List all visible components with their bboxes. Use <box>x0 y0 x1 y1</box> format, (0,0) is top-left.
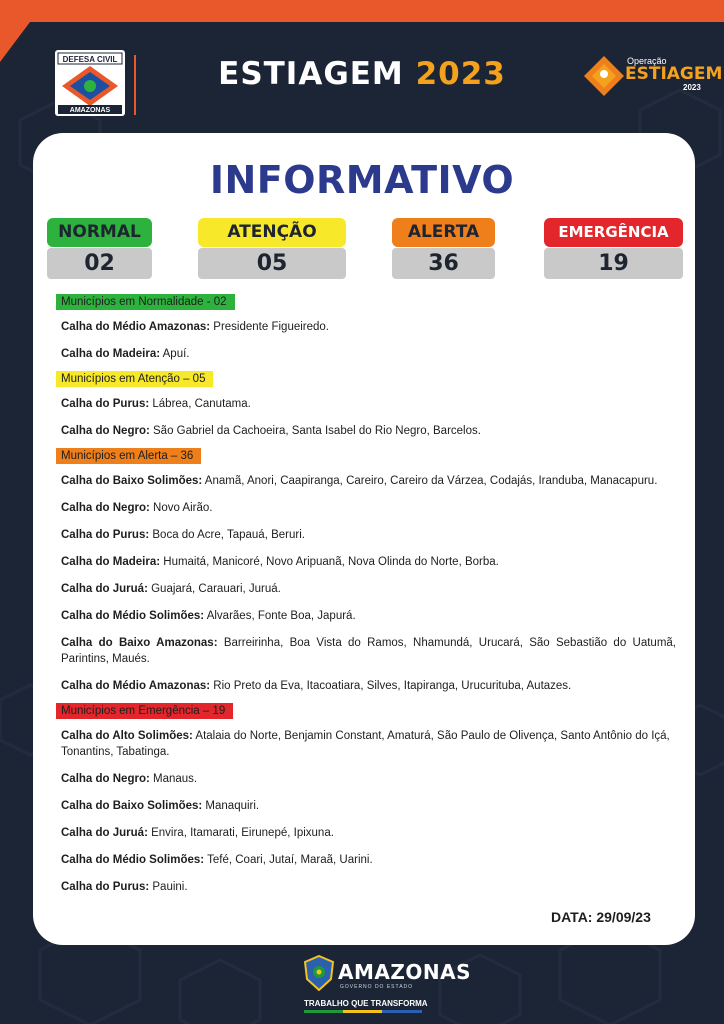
title-year: 2023 <box>415 56 506 92</box>
section-atencao <box>56 371 676 439</box>
stat-normal-value: 02 <box>47 248 152 279</box>
stat-alerta-label: ALERTA <box>392 218 495 247</box>
list-item: Calha do Alto Solimões: Atalaia do Norte, Benjamin Constant, Amaturá, São Paulo de Olivença, Santo Antônio do Içá, Tonantins, Tabatinga. <box>61 730 670 758</box>
stat-atencao-value: 05 <box>198 248 346 279</box>
section-emergencia-title: Municípios em Emergência – 19 <box>56 703 233 719</box>
op-logo-year: 2023 <box>683 83 701 92</box>
date-label: DATA: 29/09/23 <box>551 909 651 925</box>
list-item: Calha do Médio Solimões: Alvarães, Fonte Boa, Japurá. <box>61 610 356 622</box>
stat-normal-label: NORMAL <box>47 218 152 247</box>
list-item: Calha do Baixo Amazonas: Barreirinha, Boa Vista do Ramos, Nhamundá, Urucará, São Sebastião do Uatumã, Parintins, Maués. <box>61 637 676 665</box>
informativo-title: INFORMATIVO <box>209 158 515 202</box>
list-item: Calha do Negro: Manaus. <box>61 773 198 785</box>
dc-logo-bottom-text: AMAZONAS <box>69 107 111 114</box>
list-item: Calha do Baixo Solimões: Manaquiri. <box>61 800 260 812</box>
dc-logo-top-text: DEFESA CIVIL <box>62 55 118 64</box>
op-logo-small-text: Operação <box>627 56 667 66</box>
section-normalidade-title: Municípios em Normalidade - 02 <box>56 294 235 310</box>
stat-atencao <box>198 218 346 280</box>
stat-atencao-label: ATENÇÃO <box>198 218 346 247</box>
amazonas-coat-of-arms-icon <box>303 955 335 991</box>
list-item: Calha do Médio Amazonas: Rio Preto da Eva, Itacoatiara, Silves, Itapiranga, Urucurituba, Autazes. <box>61 680 572 692</box>
stat-emergencia-label: EMERGÊNCIA <box>544 218 683 247</box>
municipios-content <box>56 294 676 895</box>
stat-normal <box>47 218 152 280</box>
list-item: Calha do Madeira: Humaitá, Manicoré, Novo Aripuanã, Nova Olinda do Norte, Borba. <box>61 556 499 568</box>
section-alerta <box>56 448 676 694</box>
list-item: Calha do Purus: Pauini. <box>61 881 188 893</box>
section-emergencia <box>56 703 676 895</box>
list-item: Calha do Juruá: Guajará, Carauari, Juruá. <box>61 583 281 595</box>
section-normalidade <box>56 294 676 362</box>
footer-amazonas-name: AMAZONAS <box>338 960 471 984</box>
stat-emergencia <box>544 218 683 280</box>
op-logo-big-text: ESTIAGEM <box>625 64 723 84</box>
footer-slogan: TRABALHO QUE TRANSFORMA <box>304 999 428 1008</box>
footer-color-bar <box>304 1010 422 1013</box>
list-item: Calha do Negro: Novo Airão. <box>61 502 213 514</box>
stat-alerta <box>392 218 495 280</box>
stat-emergencia-value: 19 <box>544 248 683 279</box>
list-item: Calha do Purus: Boca do Acre, Tapauá, Beruri. <box>61 529 305 541</box>
list-item: Calha do Baixo Solimões: Anamã, Anori, Caapiranga, Careiro, Careiro da Várzea, Codajás, Iranduba, Manacapuru. <box>61 475 658 487</box>
stat-alerta-value: 36 <box>392 248 495 279</box>
list-item: Calha do Madeira: Apuí. <box>61 348 190 360</box>
list-item: Calha do Juruá: Envira, Itamarati, Eirunepé, Ipixuna. <box>61 827 334 839</box>
list-item: Calha do Médio Solimões: Tefé, Coari, Jutaí, Maraã, Uarini. <box>61 854 373 866</box>
list-item: Calha do Negro: São Gabriel da Cachoeira, Santa Isabel do Rio Negro, Barcelos. <box>61 425 481 437</box>
section-atencao-title: Municípios em Atenção – 05 <box>56 371 213 387</box>
list-item: Calha do Médio Amazonas: Presidente Figueiredo. <box>61 321 329 333</box>
section-alerta-title: Municípios em Alerta – 36 <box>56 448 201 464</box>
list-item: Calha do Purus: Lábrea, Canutama. <box>61 398 251 410</box>
footer-governo-text: GOVERNO DO ESTADO <box>340 984 414 990</box>
title-main: ESTIAGEM <box>218 56 416 92</box>
